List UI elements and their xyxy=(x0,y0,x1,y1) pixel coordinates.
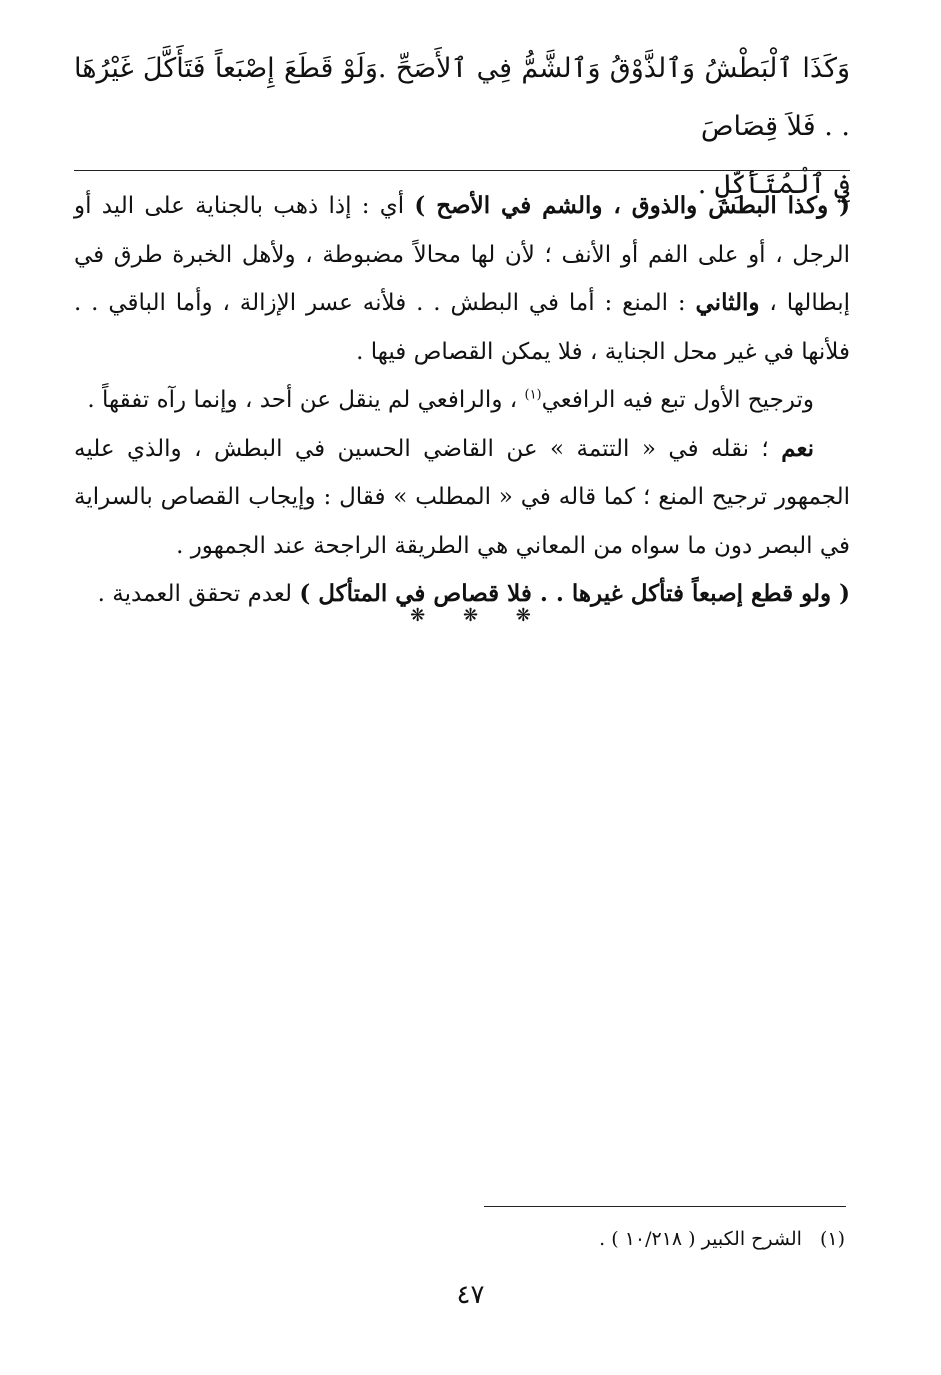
separator-star-icon: ❋ xyxy=(410,605,426,626)
footnote-text: الشرح الكبير ( ١٠/٢١٨ ) . xyxy=(599,1228,802,1250)
matn-line-2: فِي ٱلْمُتَأَكِّلِ . xyxy=(697,169,850,200)
footnote-number: (١) xyxy=(819,1228,845,1250)
separator-star-icon: ❋ xyxy=(462,605,479,626)
sharh-text xyxy=(74,182,850,619)
sharh-p2-after: ، والرافعي لم ينقل عن أحد ، وإنما رآه تفقهاً . xyxy=(87,387,525,413)
sharh-p1-rest: أي : إذا ذهب بالجناية على اليد أو الرجل ، أو على الفم أو الأنف ؛ لأن لها محالاً مضبوطة ، ولأهل الخبرة طرق في إبطالها ، xyxy=(74,193,850,316)
section-separator xyxy=(0,605,941,626)
sharh-p2-before: وترجيح الأول تبع فيه الرافعي xyxy=(541,387,814,413)
sharh-quote-1: ( وكذا البطش والذوق ، والشم في الأصح ) xyxy=(414,192,851,219)
page-number: ٤٧ xyxy=(456,1280,485,1310)
sharh-paragraph-1 xyxy=(74,182,850,376)
sharh-p4-rest: لعدم تحقق العمدية . xyxy=(97,581,300,607)
sharh-paragraph-2 xyxy=(74,376,850,425)
sharh-naam: نعم xyxy=(781,434,814,462)
matn-divider xyxy=(74,170,850,171)
footnote xyxy=(300,1224,845,1254)
sharh-quote-2: ( ولو قطع إصبعاً فتأكل غيرها . . فلا قصاص في المتأكل ) xyxy=(299,580,850,607)
sharh-p1-rest2: : المنع : أما في البطش . . فلأنه عسر الإزالة ، وأما الباقي . . فلأنها في غير محل الجناية ، فلا يمكن القصاص فيها . xyxy=(74,290,850,365)
sharh-p3-rest: ؛ نقله في « التتمة » عن القاضي الحسين في البطش ، والذي عليه الجمهور ترجيح المنع ؛ كما قاله في « المطلب » فقال : وإيجاب القصاص بالسراية في البصر دون ما سواه من المعاني هي الطريقة الراجحة عند الجمهور . xyxy=(74,435,850,559)
sharh-thani: والثاني xyxy=(695,289,760,316)
sharh-paragraph-3 xyxy=(74,425,850,571)
footnote-reference[interactable]: (١) xyxy=(524,387,542,403)
separator-star-icon: ❋ xyxy=(515,605,531,626)
footnote-divider xyxy=(484,1206,846,1207)
matn-line-1: وَكَذَا ٱلْبَطْشُ وَٱلذَّوْقُ وَٱلشَّمُّ فِي ٱلأَصَحِّ .وَلَوْ قَطَعَ إِصْبَعاً فَتَأَكَّلَ غَيْرُهَا . . فَلاَ قِصَاصَ xyxy=(74,53,850,142)
